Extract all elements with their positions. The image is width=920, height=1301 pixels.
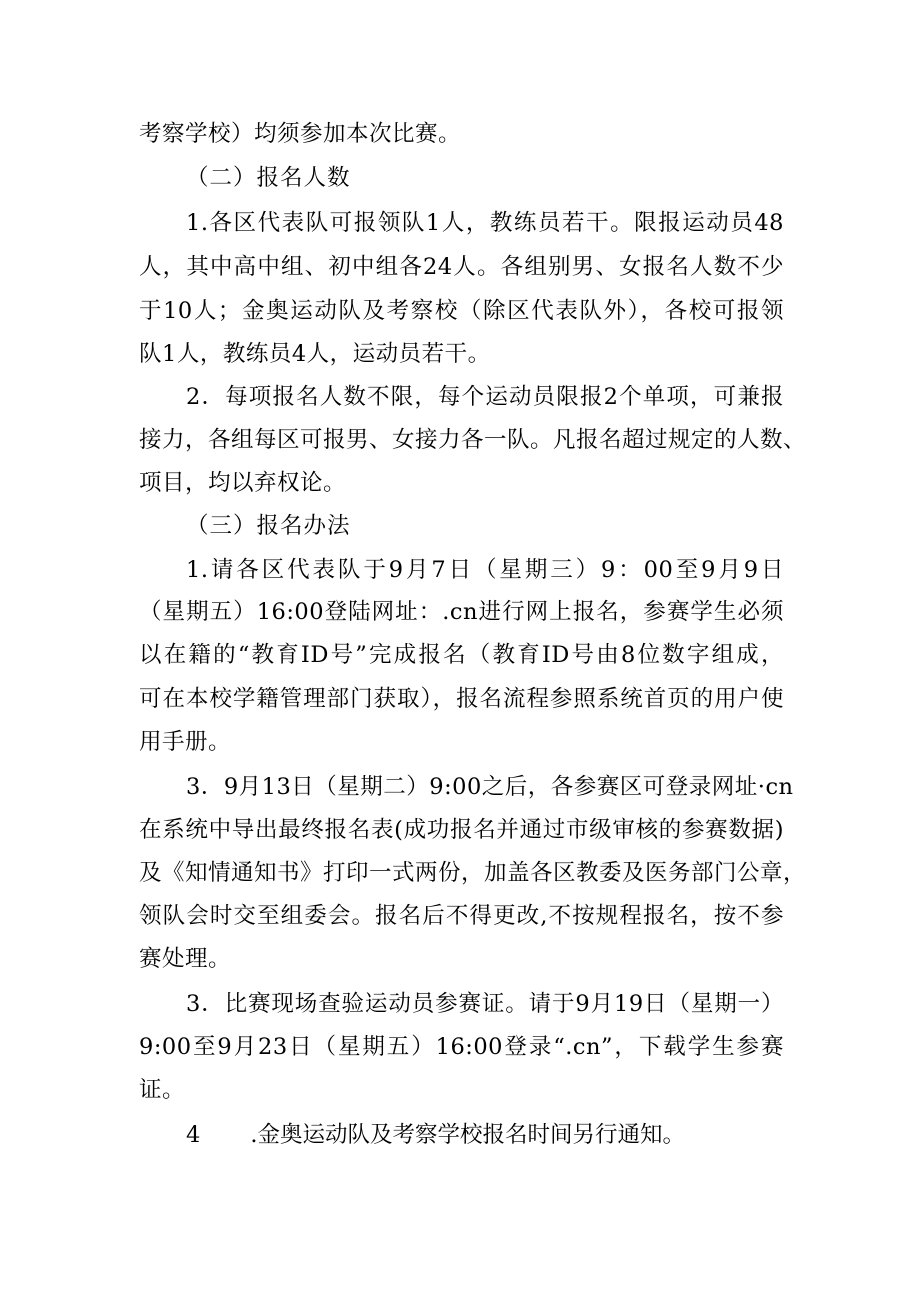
paragraph-line: 可在本校学籍管理部门获取），报名流程参照系统首页的用户使 bbox=[139, 686, 784, 712]
paragraph-line: （星期五）16:00登陆网址：.cn进行网上报名，参赛学生必须 bbox=[139, 599, 784, 625]
paragraph-line: 领队会时交至组委会。报名后不得更改,不按规程报名，按不参 bbox=[139, 903, 784, 929]
item-4-line bbox=[186, 1120, 685, 1150]
paragraph-line: 队1人，教练员4人，运动员若干。 bbox=[139, 341, 491, 367]
paragraph-line: 及《知情通知书》打印一式两份，加盖各区教委及医务部门公章， bbox=[139, 860, 807, 886]
paragraph-line: 以在籍的“教育ID号”完成报名（教育ID号由8位数字组成， bbox=[139, 642, 784, 668]
section-heading-registration-method: （三）报名办法 bbox=[186, 513, 351, 539]
paragraph-line: 证。 bbox=[139, 1077, 186, 1103]
paragraph-line: 用手册。 bbox=[139, 729, 232, 755]
paragraph-line: 1.各区代表队可报领队1人，教练员若干。限报运动员48 bbox=[186, 210, 784, 236]
paragraph-line: 2．每项报名人数不限，每个运动员限报2个单项，可兼报 bbox=[186, 384, 784, 410]
item-4-text: .金奥运动队及考察学校报名时间另行通知。 bbox=[250, 1122, 685, 1148]
paragraph-line: 在系统中导出最终报名表(成功报名并通过市级审核的参赛数据) bbox=[139, 817, 784, 843]
paragraph-line: 接力，各组每区可报男、女接力各一队。凡报名超过规定的人数、 bbox=[139, 427, 807, 453]
item-4-number: 4 bbox=[186, 1122, 201, 1148]
paragraph-line: 人，其中高中组、初中组各24人。各组别男、女报名人数不少 bbox=[139, 254, 784, 280]
paragraph-line: 项目，均以弃权论。 bbox=[139, 470, 347, 496]
paragraph-line: 于10人；金奥运动队及考察校（除区代表队外），各校可报领 bbox=[139, 298, 784, 324]
section-heading-registration-count: （二）报名人数 bbox=[186, 165, 351, 191]
paragraph-line: 1.请各区代表队于9月7日（星期三）9：00至9月9日 bbox=[186, 557, 784, 583]
paragraph-line: 3．9月13日（星期二）9:00之后，各参赛区可登录网址·cn bbox=[186, 774, 794, 800]
paragraph-line: 考察学校）均须参加本次比赛。 bbox=[139, 121, 462, 147]
paragraph-line: 3．比赛现场查验运动员参赛证。请于9月19日（星期一） bbox=[186, 991, 784, 1017]
paragraph-line: 赛处理。 bbox=[139, 946, 232, 972]
paragraph-line: 9:00至9月23日（星期五）16:00登录“.cn”，下载学生参赛 bbox=[139, 1034, 784, 1060]
